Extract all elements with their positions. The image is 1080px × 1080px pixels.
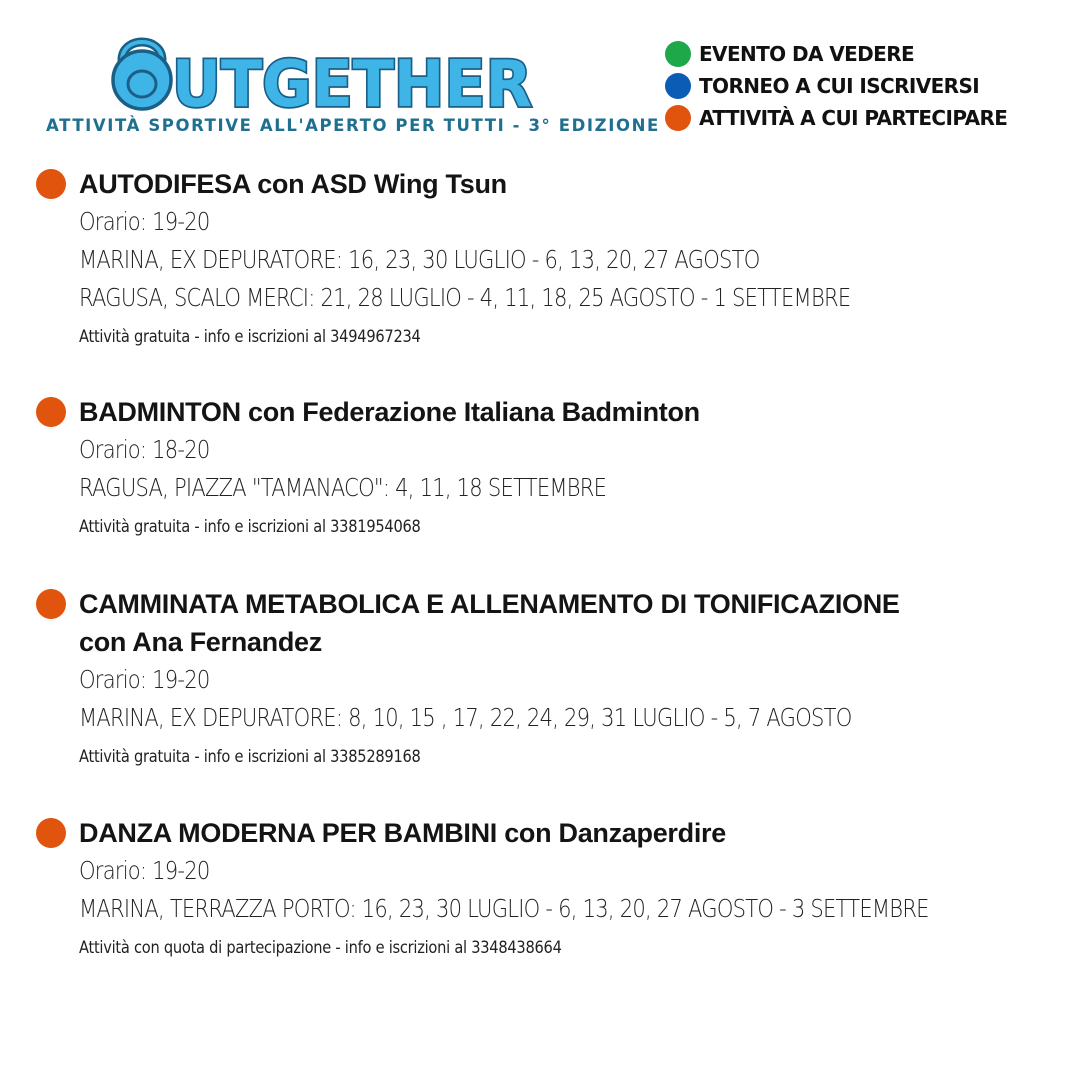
- legend-item-torneo: [665, 70, 1007, 102]
- activity-schedule: Orario: 19-20: [79, 665, 210, 694]
- green-dot-icon: [665, 41, 691, 67]
- activity-note: Attività gratuita - info e iscrizioni al 3385289168: [79, 747, 421, 767]
- orange-dot-icon: [36, 589, 66, 619]
- orange-dot-icon: [36, 169, 66, 199]
- legend-item-evento: [665, 38, 1007, 70]
- legend-label: EVENTO DA VEDERE: [699, 42, 915, 66]
- orange-dot-icon: [665, 105, 691, 131]
- orange-dot-icon: [36, 397, 66, 427]
- activity-location: RAGUSA, SCALO MERCI: 21, 28 LUGLIO - 4, 11, 18, 25 AGOSTO - 1 SETTEMBRE: [79, 283, 851, 312]
- activity-note: Attività gratuita - info e iscrizioni al 3381954068: [79, 517, 421, 537]
- activity-title-continued: con Ana Fernandez: [79, 627, 322, 657]
- activity-location: MARINA, EX DEPURATORE: 16, 23, 30 LUGLIO - 6, 13, 20, 27 AGOSTO: [79, 245, 760, 274]
- activity-title: CAMMINATA METABOLICA E ALLENAMENTO DI TONIFICAZIONE: [79, 589, 900, 619]
- legend-label: TORNEO A CUI ISCRIVERSI: [699, 74, 980, 98]
- activity-location: MARINA, EX DEPURATORE: 8, 10, 15 , 17, 22, 24, 29, 31 LUGLIO - 5, 7 AGOSTO: [79, 703, 852, 732]
- tagline: ATTIVITÀ SPORTIVE ALL'APERTO PER TUTTI - 3° EDIZIONE: [46, 116, 660, 135]
- outgether-logo: [110, 32, 540, 112]
- activity-schedule: Orario: 19-20: [79, 207, 210, 236]
- logo-text: UTGETHER: [172, 48, 532, 112]
- activity-title: AUTODIFESA con ASD Wing Tsun: [79, 169, 507, 199]
- activity-note: Attività con quota di partecipazione - info e iscrizioni al 3348438664: [79, 938, 562, 958]
- activity-title: DANZA MODERNA PER BAMBINI con Danzaperdire: [79, 818, 726, 848]
- legend-item-attivita: [665, 102, 1007, 134]
- activity-location: MARINA, TERRAZZA PORTO: 16, 23, 30 LUGLIO - 6, 13, 20, 27 AGOSTO - 3 SETTEMBRE: [79, 894, 929, 923]
- activity-note: Attività gratuita - info e iscrizioni al 3494967234: [79, 327, 421, 347]
- activity-schedule: Orario: 19-20: [79, 856, 210, 885]
- legend-label: ATTIVITÀ A CUI PARTECIPARE: [699, 106, 1008, 130]
- orange-dot-icon: [36, 818, 66, 848]
- activity-location: RAGUSA, PIAZZA "TAMANACO": 4, 11, 18 SETTEMBRE: [79, 473, 607, 502]
- activity-title: BADMINTON con Federazione Italiana Badminton: [79, 397, 700, 427]
- blue-dot-icon: [665, 73, 691, 99]
- activity-schedule: Orario: 18-20: [79, 435, 210, 464]
- legend: [665, 38, 1007, 134]
